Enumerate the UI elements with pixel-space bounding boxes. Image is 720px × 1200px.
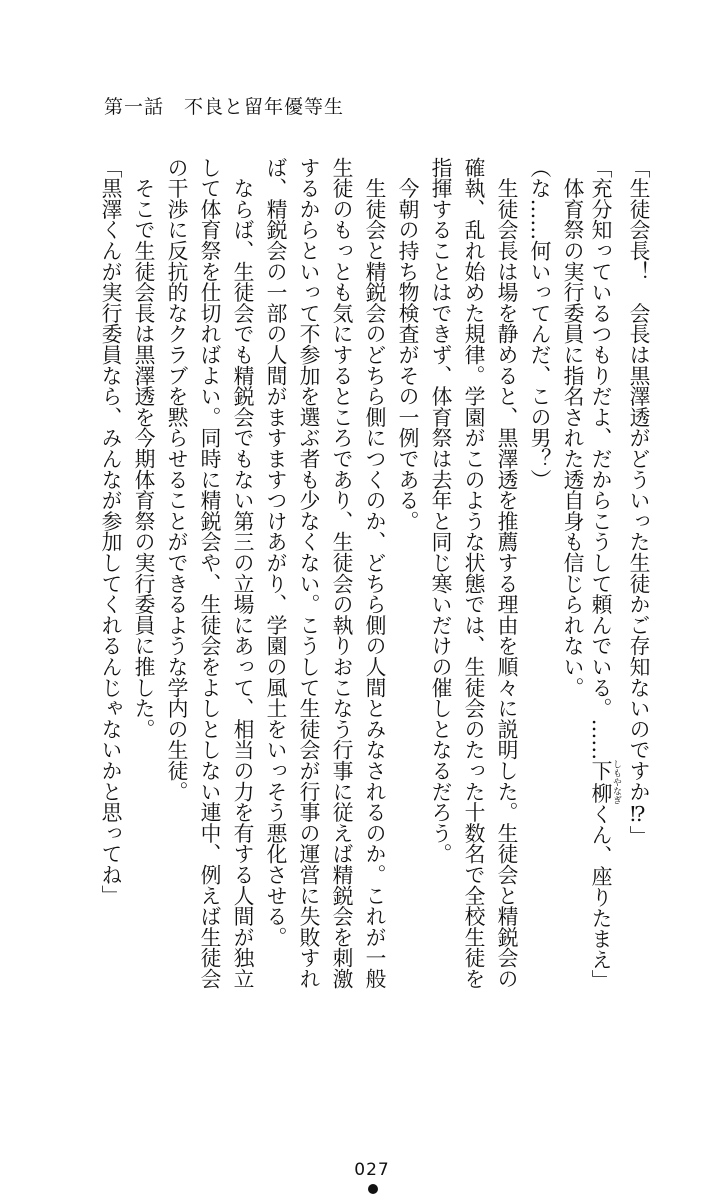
- text-column: [588, 157, 621, 1002]
- text-column: して体育祭を仕切ればよい。同時に精鋭会や、生徒会をよしとしない連中、例えば生徒会: [197, 157, 221, 989]
- text-column: 確執、乱れ始めた規律。学園がこのような状態では、生徒会のたった十数名で全校生徒を: [461, 157, 485, 989]
- page-number: 027: [354, 1160, 390, 1180]
- ruby-reading: しもやなぎ: [611, 759, 621, 805]
- text-column: そこで生徒会長は黒澤透を今期体育祭の実行委員に推した。: [131, 157, 155, 740]
- ruby-name: [588, 759, 621, 805]
- chapter-header: 第一話 不良と留年優等生: [104, 96, 345, 118]
- text-column: 「黒澤くんが実行委員なら、みんなが参加してくれるんじゃないかと思ってね」: [98, 157, 122, 906]
- text-column: ば、精鋭会の一部の人間がますますつけあがり、学園の風土をいっそう悪化させる。: [263, 157, 287, 948]
- ruby-base: 下柳: [588, 759, 612, 805]
- text-segment: くん、座りたまえ」: [588, 803, 612, 991]
- text-column: （な……何いってんだ、この男？）: [527, 157, 551, 490]
- text-column: ならば、生徒会でも精鋭会でもない第三の立場にあって、相当の力を有する人間が独立: [230, 157, 254, 989]
- text-column: 体育祭の実行委員に指名された透自身も信じられない。: [560, 157, 584, 698]
- text-column: の干渉に反抗的なクラブを黙らせることができるような学内の生徒。: [164, 157, 188, 802]
- text-segment: 「充分知っているつもりだよ、だからこうして頼んでいる。……: [588, 157, 612, 761]
- text-column: 指揮することはできず、体育祭は去年と同じ寒いだけの催しとなるだろう。: [428, 157, 452, 865]
- text-column: するからといって不参加を選ぶ者も少なくない。こうして生徒会が行事の運営に失敗すれ: [296, 157, 320, 989]
- text-column: 生徒のもっとも気にするところであり、生徒会の執りおこなう行事に従えば精鋭会を刺激: [329, 157, 353, 989]
- text-column: 生徒会と精鋭会のどちら側につくのか、どちら側の人間とみなされるのか。これが一般: [362, 157, 386, 989]
- text-column: 「生徒会長！ 会長は黒澤透がどういった生徒かご存知ないのですか⁉」: [626, 157, 650, 847]
- page-dot-ornament: [368, 1184, 378, 1194]
- text-column: 生徒会長は場を静めると、黒澤透を推薦する理由を順々に説明した。生徒会と精鋭会の: [494, 157, 518, 989]
- text-column: 今朝の持ち物検査がその一例である。: [395, 157, 419, 532]
